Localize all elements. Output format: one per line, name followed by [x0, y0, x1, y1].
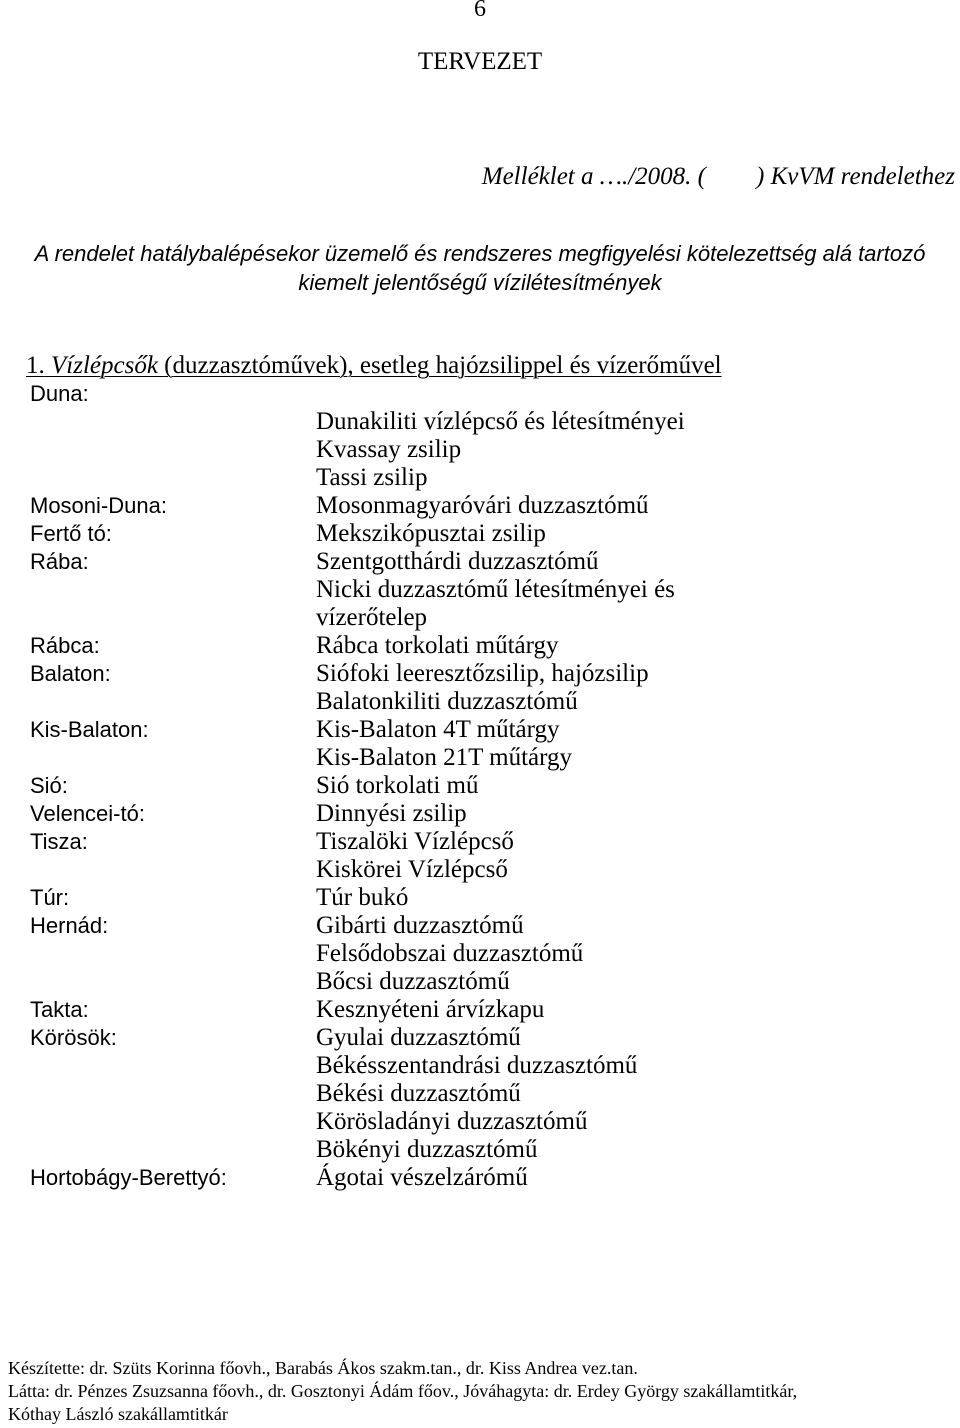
facility-item: Gibárti duzzasztómű — [316, 912, 524, 939]
facility-list — [316, 996, 716, 1024]
watercourse-name: Hernád: — [30, 913, 109, 938]
watercourse-group — [30, 884, 750, 912]
watercourse-group — [30, 492, 750, 520]
watercourse-group — [30, 380, 750, 492]
facility-item: Kis-Balaton 4T műtárgy — [316, 716, 560, 743]
watercourse-group — [30, 632, 750, 660]
watercourse-name: Tisza: — [30, 829, 88, 854]
document-title-line: kiemelt jelentőségű vízilétesítmények — [298, 270, 662, 295]
section-heading — [26, 352, 722, 380]
facility-item: Kvassay zsilip — [316, 436, 462, 463]
footer-reviewed-approved: Látta: dr. Pénzes Zsuzsanna főovh., dr. Gosztonyi Ádám főov., Jóváhagyta: dr. Erdey György szakállamtitkár, — [8, 1381, 798, 1401]
facility-item: Dinnyési zsilip — [316, 800, 467, 827]
facility-item: Békési duzzasztómű — [316, 1080, 521, 1107]
watercourse-group — [30, 660, 750, 716]
facility-list — [316, 408, 716, 492]
facility-list — [316, 828, 716, 884]
facility-list — [316, 520, 716, 548]
facility-list — [316, 912, 716, 996]
watercourse-group — [30, 548, 750, 632]
footer-approved-continued: Kóthay László szakállamtitkár — [8, 1404, 228, 1424]
facility-item: Szentgotthárdi duzzasztómű — [316, 548, 599, 575]
facility-list — [316, 548, 716, 632]
facility-item: Körösladányi duzzasztómű — [316, 1108, 588, 1135]
watercourse-group — [30, 716, 750, 772]
watercourse-group — [30, 996, 750, 1024]
watercourse-name: Kis-Balaton: — [30, 717, 149, 742]
facility-item: Sió torkolati mű — [316, 772, 479, 799]
facility-item: Ágotai vészelzárómű — [316, 1164, 528, 1191]
facility-item: Tiszalöki Vízlépcső — [316, 828, 514, 855]
watercourse-name: Túr: — [30, 885, 70, 910]
facility-list — [316, 1024, 716, 1164]
watercourse-list — [30, 380, 750, 1192]
watercourse-name: Sió: — [30, 773, 68, 798]
section-number: 1. — [26, 352, 45, 379]
watercourse-name: Hortobágy-Berettyó: — [30, 1165, 227, 1190]
watercourse-group — [30, 1164, 750, 1192]
facility-item: Siófoki leeresztőzsilip, hajózsilip — [316, 660, 649, 687]
facility-item: Rábca torkolati műtárgy — [316, 632, 559, 659]
facility-list — [316, 716, 716, 772]
annex-reference: Melléklet a …./2008. ( ) KvVM rendelethez — [481, 163, 955, 190]
facility-item: Kis-Balaton 21T műtárgy — [316, 744, 572, 771]
facility-item: Mekszikópusztai zsilip — [316, 520, 546, 547]
facility-item: Bökényi duzzasztómű — [316, 1136, 538, 1163]
footer-prepared-by: Készítette: dr. Szüts Korinna főovh., Barabás Ákos szakm.tan., dr. Kiss Andrea vez.tan. — [8, 1358, 638, 1378]
facility-list — [316, 772, 716, 800]
watercourse-group — [30, 772, 750, 800]
watercourse-name: Velencei-tó: — [30, 801, 145, 826]
watercourse-group — [30, 800, 750, 828]
watercourse-group — [30, 520, 750, 548]
facility-item: Gyulai duzzasztómű — [316, 1024, 521, 1051]
facility-list — [316, 492, 716, 520]
draft-label: TERVEZET — [417, 48, 543, 75]
watercourse-name: Fertő tó: — [30, 521, 112, 546]
watercourse-name: Rábca: — [30, 633, 100, 658]
facility-item: Dunakiliti vízlépcső és létesítményei — [316, 408, 685, 435]
facility-list — [316, 632, 716, 660]
watercourse-name: Mosoni-Duna: — [30, 493, 167, 518]
facility-item: Mosonmagyaróvári duzzasztómű — [316, 492, 649, 519]
document-title — [0, 239, 960, 297]
facility-item: Békésszentandrási duzzasztómű — [316, 1052, 638, 1079]
watercourse-group — [30, 828, 750, 884]
facility-item: Balatonkiliti duzzasztómű — [316, 688, 578, 715]
document-title-line: A rendelet hatálybalépésekor üzemelő és rendszeres megfigyelési kötelezettség alá tartozó — [34, 241, 926, 266]
page-number: 6 — [474, 0, 486, 22]
watercourse-group — [30, 1024, 750, 1164]
facility-item: Felsődobszai duzzasztómű — [316, 940, 584, 967]
facility-list — [316, 884, 716, 912]
facility-list — [316, 660, 716, 716]
watercourse-name: Takta: — [30, 997, 89, 1022]
facility-item: Kesznyéteni árvízkapu — [316, 996, 545, 1023]
watercourse-name: Rába: — [30, 549, 89, 574]
section-heading-rest: (duzzasztóművek), esetleg hajózsilippel és vízerőművel — [164, 352, 722, 379]
facility-list — [316, 800, 716, 828]
facility-item: Nicki duzzasztómű létesítményei és vízerőtelep — [316, 576, 675, 631]
watercourse-name: Balaton: — [30, 661, 111, 686]
facility-item: Túr bukó — [316, 884, 409, 911]
watercourse-group — [30, 912, 750, 996]
facility-item: Bőcsi duzzasztómű — [316, 968, 510, 995]
watercourse-name: Körösök: — [30, 1025, 117, 1050]
facility-item: Kiskörei Vízlépcső — [316, 856, 508, 883]
facility-list — [316, 1164, 716, 1192]
facility-item: Tassi zsilip — [316, 464, 428, 491]
footer — [8, 1357, 797, 1426]
watercourse-name: Duna: — [30, 381, 89, 406]
section-heading-term: Vízlépcsők — [51, 352, 158, 379]
